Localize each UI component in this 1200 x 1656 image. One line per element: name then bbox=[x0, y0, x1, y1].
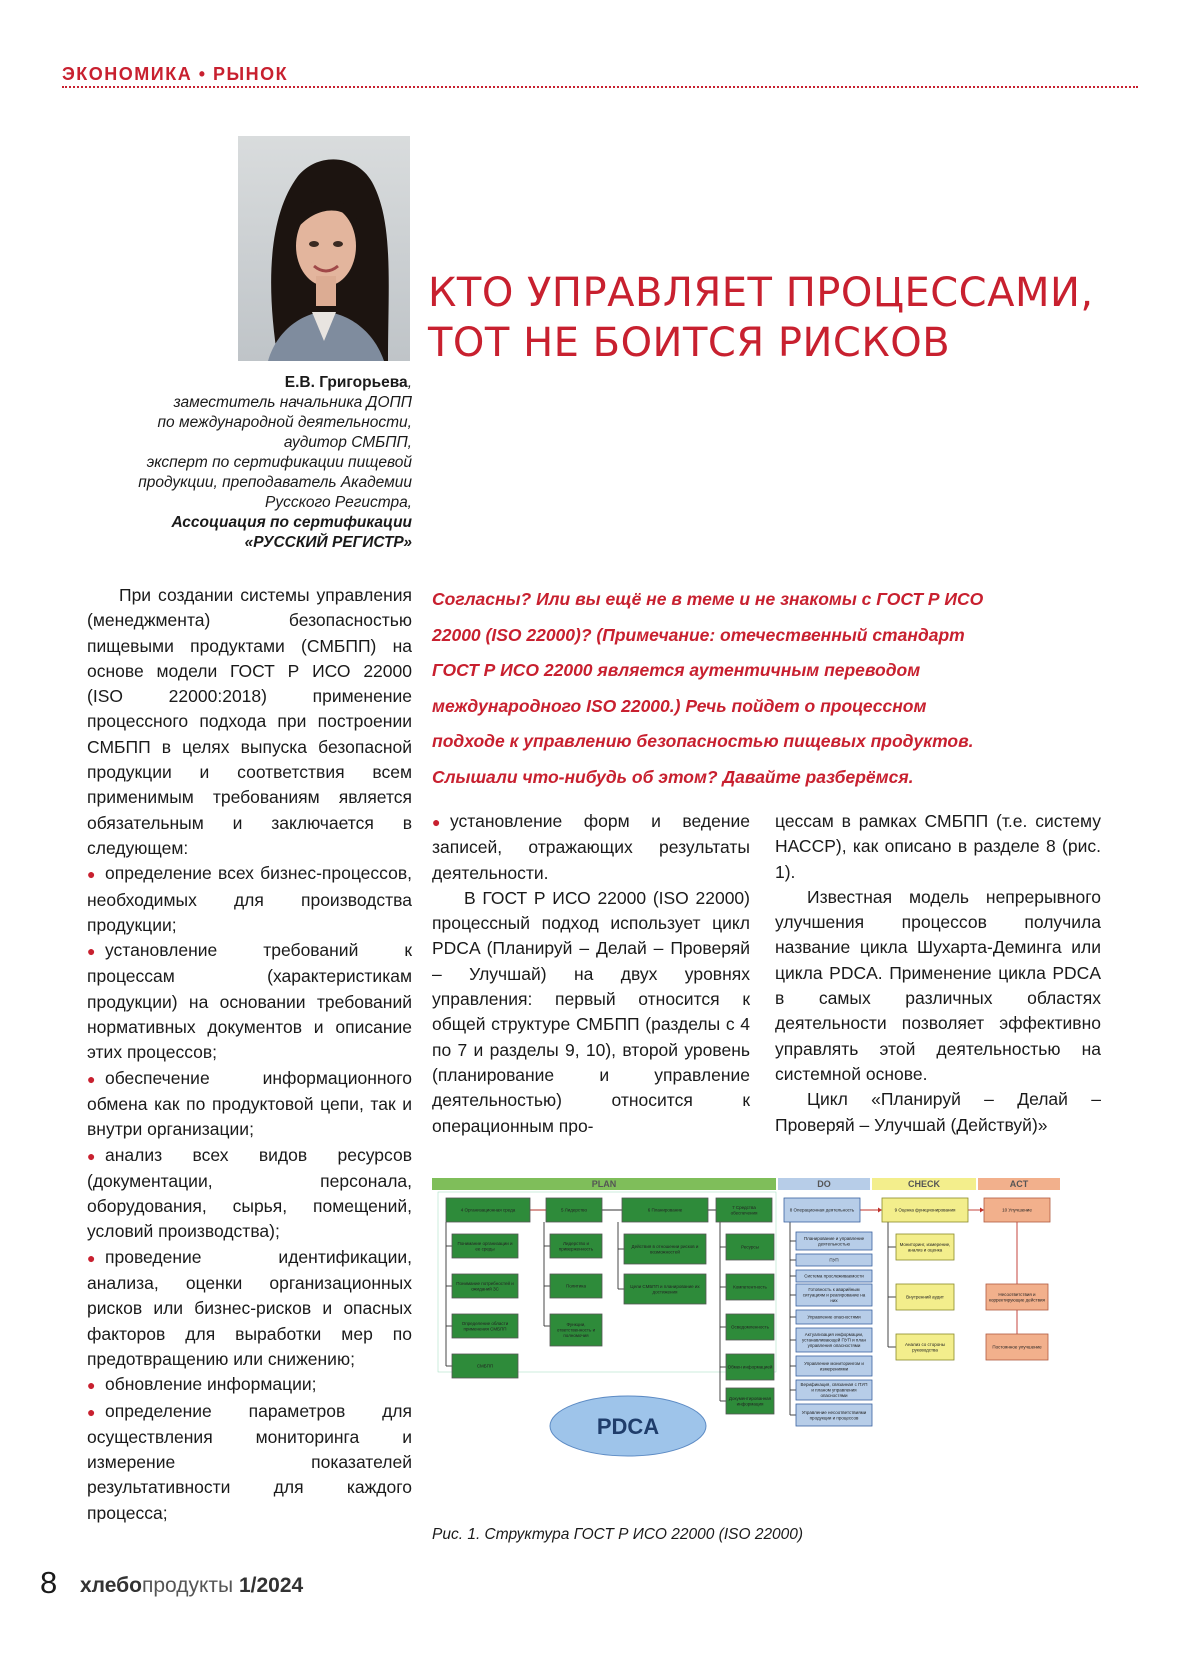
phase-label: CHECK bbox=[907, 1179, 941, 1189]
author-position-line: по международной деятельности, bbox=[157, 414, 412, 431]
check-item-box bbox=[896, 1334, 954, 1360]
diagram-box-label: 5 Лидерство bbox=[560, 1207, 588, 1213]
bullet-item: ● обеспечение информационного обмена как по продуктовой цепи, так и внутри организации; bbox=[87, 1067, 412, 1140]
diagram-box-label: Обмен информацией bbox=[727, 1364, 773, 1370]
lead-line: международного ISO 22000.) Речь пойдет о процессном bbox=[432, 695, 927, 716]
bullet-icon: ● bbox=[87, 1070, 96, 1087]
author-caption: Е.В. Григорьева, заместитель начальника ДОПП по международной деятельности, аудитор СМБПП, эксперт по сертификации пищевой продукции, преподаватель Академии Русского Регистра, Ассоциация по сертификации «РУССКИЙ РЕГИСТР» bbox=[100, 373, 412, 553]
lead-line: подходе к управлению безопасностью пищевых продуктов. bbox=[432, 731, 974, 751]
diagram-box-label: устанавливающей ПУП и план bbox=[802, 1337, 866, 1343]
plan-col2-box bbox=[550, 1274, 602, 1298]
diagram-box-label: Мониторинг, измерение, bbox=[899, 1241, 951, 1247]
author-position-line: Русского Регистра, bbox=[264, 494, 412, 511]
bullet-icon: ● bbox=[87, 1377, 96, 1394]
diagram-box-label: информация bbox=[736, 1401, 764, 1407]
bullet-icon: ● bbox=[87, 866, 96, 883]
diagram-box-label: Лидерство и bbox=[562, 1240, 590, 1246]
plan-col4-box bbox=[726, 1274, 774, 1300]
lead-line: Слышали что-нибудь об этом? Давайте разберёмся. bbox=[432, 766, 914, 787]
diagram-box-label: 8 Операционная деятельность bbox=[789, 1207, 855, 1213]
do-item-box bbox=[796, 1380, 872, 1400]
article-title bbox=[428, 268, 1128, 368]
title-line-1: КТО УПРАВЛЯЕТ ПРОЦЕССАМИ, bbox=[428, 270, 1094, 316]
plan-col3-box bbox=[624, 1274, 706, 1304]
plan-col4-box bbox=[726, 1314, 774, 1340]
do-item-box bbox=[796, 1284, 872, 1306]
diagram-box-label: 4 Организационная среда bbox=[460, 1207, 516, 1213]
bullet-item: ● установление форм и ведение записей, отражающих результаты деятельности. bbox=[432, 811, 750, 883]
bullet-item: ● обновление информации; bbox=[87, 1372, 412, 1398]
diagram-box-label: ПУП bbox=[829, 1257, 839, 1263]
diagram-box-label: Управление опасностями bbox=[807, 1314, 861, 1320]
bullet-item: ● проведение идентификации, анализа, оценки организационных рисков или бизнес-рисков и опасных факторов для выработки мер по предотвращению или снижению; bbox=[87, 1246, 412, 1369]
title-line-2: ТОТ НЕ БОИТСЯ РИСКОВ bbox=[428, 320, 951, 366]
check-item-box bbox=[896, 1284, 954, 1310]
diagram-box-label: 6 Планирование bbox=[647, 1207, 683, 1213]
rubric: ЭКОНОМИКА • РЫНОК bbox=[62, 64, 289, 84]
check-section-box bbox=[882, 1198, 968, 1222]
diagram-box-label: Готовность к аварийным bbox=[808, 1287, 860, 1293]
diagram-box-label: возможностей bbox=[650, 1249, 680, 1255]
diagram-box-label: Цели СМБПП и планирование их bbox=[630, 1283, 700, 1289]
do-item-box bbox=[796, 1310, 872, 1324]
diagram-box-label: продукции и процессов bbox=[809, 1415, 859, 1421]
plan-col4-box bbox=[726, 1234, 774, 1260]
body-column-2 bbox=[432, 809, 750, 1139]
bullet-icon: ● bbox=[87, 1147, 96, 1164]
plan-col2-box bbox=[550, 1314, 602, 1346]
diagram-box-label: приверженность bbox=[558, 1246, 594, 1252]
diagram-box-label: Компетентность bbox=[733, 1284, 767, 1290]
diagram-box-label: и планом управления bbox=[811, 1387, 857, 1393]
pdca-ellipse bbox=[550, 1396, 706, 1456]
diagram-box-label: Понимание потребностей и bbox=[456, 1280, 514, 1286]
diagram-box-label: Управление мониторингом и bbox=[804, 1360, 864, 1366]
diagram-box-label: руководства bbox=[912, 1347, 938, 1353]
diagram-box-label: измерениями bbox=[819, 1366, 849, 1372]
plan-section-box bbox=[546, 1198, 602, 1222]
plan-col4-box bbox=[726, 1388, 774, 1414]
diagram-box-label: опасностями bbox=[820, 1393, 848, 1398]
diagram-box-label: Актуализация информации, bbox=[804, 1332, 864, 1338]
bullet-icon: ● bbox=[87, 1403, 96, 1420]
body-column-3 bbox=[775, 809, 1101, 1138]
author-position-line: эксперт по сертификации пищевой bbox=[146, 454, 412, 471]
diagram-box-label: Политика bbox=[566, 1283, 586, 1289]
body-paragraph: Известная модель непрерывного улучшения процессов получила название цикла Шухарта-Деминга или цикла PDCA. Применение цикла PDCA в самых различных областях деятельности позволяет эффективно управлять этой деятельностью на системной основе. bbox=[775, 886, 1101, 1084]
do-item-box bbox=[796, 1328, 872, 1352]
rubric-divider bbox=[62, 86, 1138, 88]
act-item-box bbox=[986, 1284, 1048, 1310]
diagram-box-label: ответственность и bbox=[556, 1327, 596, 1333]
iso22000-structure-diagram bbox=[432, 1178, 1108, 1514]
author-position-line: аудитор СМБПП, bbox=[283, 434, 412, 451]
plan-col3-box bbox=[624, 1234, 706, 1264]
bullet-item: ● определение параметров для осуществления мониторинга и измерение показателей результативности для каждого процесса; bbox=[87, 1400, 412, 1523]
body-paragraph: Цикл «Планируй – Делай – Проверяй – Улучшай (Действуй)» bbox=[775, 1089, 1101, 1135]
bullet-item: ● определение всех бизнес-процессов, необходимых для производства продукции; bbox=[87, 863, 412, 935]
diagram-box-label: 10 Улучшение bbox=[1002, 1207, 1032, 1213]
plan-col1-box bbox=[452, 1354, 518, 1378]
lead-line: ГОСТ Р ИСО 22000 является аутентичным переводом bbox=[432, 660, 921, 680]
diagram-box-label: Осведомленность bbox=[731, 1324, 769, 1330]
diagram-box-label: Действия в отношении рисков и bbox=[631, 1243, 699, 1249]
bullet-item: ● установление требований к процессам (характеристикам продукции) на основании требований нормативных документов и описание этих процессов; bbox=[87, 940, 412, 1063]
bullet-icon: ● bbox=[432, 814, 441, 830]
diagram-box-label: 9 Оценка функционирования bbox=[894, 1207, 956, 1213]
plan-col1-box bbox=[452, 1314, 518, 1338]
bullet-icon: ● bbox=[87, 943, 96, 960]
pdca-label: PDCA bbox=[596, 1414, 660, 1439]
author-org-line: Ассоциация по сертификации bbox=[171, 514, 412, 531]
author-name: Е.В. Григорьева bbox=[284, 374, 408, 391]
diagram-box-label: Документированная bbox=[728, 1395, 772, 1401]
diagram-box-label: корректирующие действия bbox=[989, 1297, 1045, 1303]
diagram-box-label: Система прослеживаемости bbox=[804, 1273, 864, 1279]
author-photo bbox=[238, 136, 410, 361]
act-item-box bbox=[986, 1334, 1048, 1360]
diagram-box-label: деятельностью bbox=[818, 1241, 850, 1247]
plan-section-box bbox=[622, 1198, 708, 1222]
diagram-box-label: обеспечения bbox=[730, 1210, 758, 1216]
body-paragraph: В ГОСТ Р ИСО 22000 (ISO 22000) процессный подход использует цикл PDCA (Планируй – Делай – Проверяй – Улучшай) на двух уровнях управления: первый относится к общей структуре СМБПП (разделы с 4 по 7 и разделы 9, 10), второй уровень (планирование и управление деятельностью) относится к операционным про- bbox=[432, 887, 750, 1136]
body-paragraph: цессам в рамках СМБПП (т.е. систему НАССР), как описано в разделе 8 (рис. 1). bbox=[775, 811, 1101, 882]
diagram-box-label: Несоответствия и bbox=[998, 1291, 1036, 1297]
figure-caption: Рис. 1. Структура ГОСТ Р ИСО 22000 (ISO 22000) bbox=[432, 1526, 804, 1543]
diagram-box-label: Понимание организации и bbox=[457, 1240, 513, 1246]
diagram-canvas bbox=[432, 1178, 1108, 1514]
plan-section-box bbox=[716, 1198, 772, 1222]
plan-col2-box bbox=[550, 1234, 602, 1258]
diagram-box-label: ожиданий ЗС bbox=[471, 1286, 499, 1292]
bullet-item: ● анализ всех видов ресурсов (документации, персонала, оборудования, сырья, помещений, условий производства); bbox=[87, 1144, 412, 1242]
diagram-box-label: Верификация, связанная с ПУП bbox=[800, 1382, 868, 1388]
diagram-box-label: Определение области bbox=[461, 1320, 509, 1326]
phase-label: DO bbox=[817, 1179, 831, 1189]
diagram-box-label: ее среды bbox=[475, 1246, 495, 1252]
bullet-icon: ● bbox=[87, 1249, 96, 1266]
lead-line: Согласны? Или вы ещё не в теме и не знакомы с ГОСТ Р ИСО bbox=[432, 589, 984, 609]
diagram-box-label: них bbox=[830, 1298, 838, 1303]
diagram-box-label: Ресурсы bbox=[741, 1244, 759, 1250]
diagram-box-label: Постоянное улучшение bbox=[992, 1344, 1042, 1350]
plan-col4-box bbox=[726, 1354, 774, 1380]
page-number: 8 bbox=[40, 1565, 58, 1600]
diagram-box-label: анализ и оценка bbox=[907, 1247, 943, 1253]
phase-label: PLAN bbox=[591, 1179, 617, 1189]
article-lead bbox=[432, 582, 1112, 795]
do-item-box bbox=[796, 1254, 872, 1266]
diagram-box-label: полномочия bbox=[563, 1333, 589, 1338]
do-item-box bbox=[796, 1404, 872, 1426]
body-paragraph: При создании системы управления (менеджмента) безопасностью пищевыми продуктами (СМБПП) на основе модели ГОСТ Р ИСО 22000 (ISO 22000:2018) применение процессного подхода при построении СМБПП в целях выпуска безопасной продукции и соответствия всем применимым требованиям является обязательным и заключается в следующем: bbox=[87, 585, 412, 858]
do-item-box bbox=[796, 1356, 872, 1376]
diagram-box-label: Анализ со стороны bbox=[905, 1341, 945, 1347]
do-item-box bbox=[796, 1232, 872, 1250]
plan-section-box bbox=[446, 1198, 530, 1222]
diagram-box-label: ситуациям и реагирование на bbox=[802, 1292, 866, 1298]
author-org-line: «РУССКИЙ РЕГИСТР» bbox=[244, 534, 412, 551]
diagram-box-label: применения СМБПП bbox=[463, 1326, 507, 1332]
plan-col1-box bbox=[452, 1234, 518, 1258]
do-item-box bbox=[796, 1270, 872, 1282]
do-section-box bbox=[784, 1198, 860, 1222]
diagram-arrowhead bbox=[878, 1208, 882, 1213]
diagram-box-label: достижения bbox=[652, 1289, 678, 1295]
act-section-box bbox=[984, 1198, 1050, 1222]
check-item-box bbox=[896, 1234, 954, 1260]
diagram-box-label: СМБПП bbox=[476, 1363, 494, 1369]
diagram-box-label: Функции, bbox=[566, 1322, 586, 1328]
diagram-arrowhead bbox=[980, 1208, 984, 1213]
author-position-line: продукции, преподаватель Академии bbox=[138, 474, 412, 491]
lead-line: 22000 (ISO 22000)? (Примечание: отечественный стандарт bbox=[432, 624, 965, 645]
magazine-name: хлебопродукты 1/2024 bbox=[80, 1574, 304, 1597]
author-position-line: заместитель начальника ДОПП bbox=[173, 394, 412, 411]
diagram-box-label: Внутренний аудит bbox=[906, 1294, 944, 1300]
diagram-box-label: Управление несоответствиями bbox=[801, 1409, 867, 1415]
diagram-box-label: 7 Средства bbox=[732, 1204, 756, 1210]
phase-label: ACT bbox=[1009, 1179, 1029, 1189]
plan-col1-box bbox=[452, 1274, 518, 1298]
diagram-box-label: управления опасностями bbox=[807, 1343, 861, 1348]
diagram-box-label: Планирование и управление bbox=[803, 1235, 865, 1241]
body-column-1 bbox=[87, 583, 412, 1526]
